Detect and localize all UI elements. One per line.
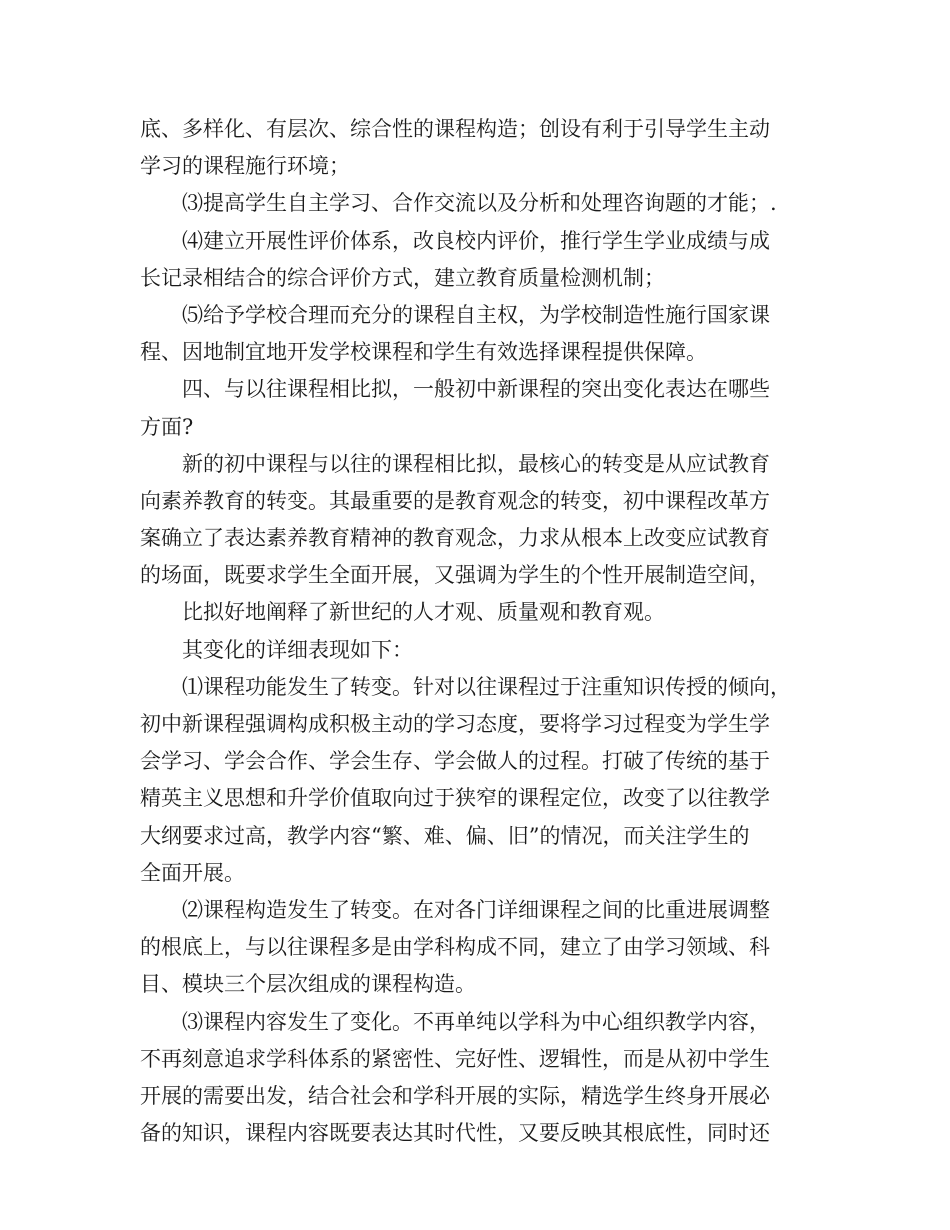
text-line: 长记录相结合的综合评价方式，建立教育质量检测机制； [140,265,665,290]
text-line: 开展的需要出发，结合社会和学科开展的实际，精选学生终身开展必 [140,1083,770,1108]
text-line: 底、多样化、有层次、综合性的课程构造；创设有利于引导学生主动 [140,117,770,141]
text-line: 新的初中课程与以往的课程相比拟，最核心的转变是从应试教育 [182,451,770,476]
text-line: 不再刻意追求学科体系的紧密性、完好性、逻辑性，而是从初中学生 [140,1046,770,1071]
text-line: 的根底上，与以往课程多是由学科构成不同，建立了由学习领域、科 [140,935,770,960]
text-line: 精英主义思想和升学价值取向过于狭窄的课程定位，改变了以往教学 [140,786,770,811]
text-line: 目、模块三个层次组成的课程构造。 [140,972,476,997]
text-line: 的场面，既要求学生全面开展，又强调为学生的个性开展制造空间， [140,563,770,588]
text-line: 其变化的详细表现如下： [182,637,413,662]
text-line: ⑵课程构造发生了转变。在对各门详细课程之间的比重进展调整 [182,897,770,922]
document-body [140,111,830,1152]
text-line: 向素养教育的转变。其最重要的是教育观念的转变，初中课程改革方 [140,488,770,513]
text-line: 初中新课程强调构成积极主动的学习态度，要将学习过程变为学生学 [140,712,770,736]
text-line: ⑷建立开展性评价体系，改良校内评价，推行学生学业成绩与成 [182,228,770,253]
text-line: 大纲要求过高，教学内容“繁、难、偏、旧”的情况，而关注学生的 [140,823,750,848]
text-line: 会学习、学会合作、学会生存、学会做人的过程。打破了传统的基于 [140,749,770,774]
text-line: 备的知识，课程内容既要表达其时代性，又要反映其根底性，同时还 [140,1121,770,1146]
text-line: ⑶课程内容发生了变化。不再单纯以学科为中心组织教学内容， [182,1009,770,1034]
text-line: 案确立了表达素养教育精神的教育观念，力求从根本上改变应试教育 [140,526,770,551]
text-line: ⑴课程功能发生了转变。针对以往课程过于注重知识传授的倾向， [182,674,791,699]
text-line: ⑸给予学校合理而充分的课程自主权，为学校制造性施行国家课 [182,302,770,327]
text-line: 学习的课程施行环境； [140,154,350,179]
section-heading: 四、与以往课程相比拟，一般初中新课程的突出变化表达在哪些 [182,377,770,402]
text-line: 程、因地制宜地开发学校课程和学生有效选择课程提供保障。 [140,340,707,365]
section-heading: 方面? [140,414,194,439]
text-line: 全面开展。 [140,860,245,885]
text-line: 比拟好地阐释了新世纪的人才观、质量观和教育观。 [182,600,665,625]
text-line: ⑶提高学生自主学习、合作交流以及分析和处理咨询题的才能；. [182,191,777,216]
